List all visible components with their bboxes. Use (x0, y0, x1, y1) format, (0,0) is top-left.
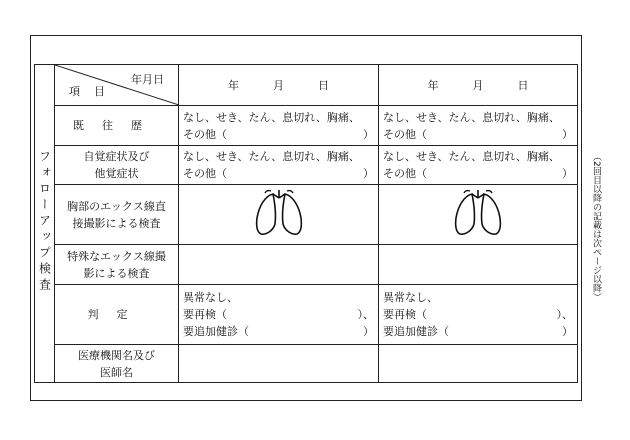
special-xray-cell-1[interactable] (179, 245, 379, 285)
judgment-additional-close: ） (363, 325, 374, 338)
judgment-additional-open: 要追加健診（ (183, 325, 249, 338)
header-diagonal-cell (55, 65, 179, 106)
special-xray-label-line1: 特殊なエックス線撮 (67, 249, 166, 263)
special-xray-label-line2: 影による検査 (83, 266, 150, 280)
judgment-cell-1[interactable] (179, 285, 379, 345)
year-label: 年 (228, 79, 239, 92)
symptoms-label-line1: 自覚症状及び (83, 150, 150, 163)
other-close: ） (562, 167, 573, 180)
symptom-options: なし、せき、たん、息切れ、胸痛、 (183, 150, 360, 163)
header-item: 項目 (69, 85, 119, 98)
other-close: ） (363, 167, 374, 180)
institution-cell-1[interactable] (179, 345, 379, 383)
other-open: その他（ (383, 127, 427, 141)
judgment-normal: 異常なし、 (183, 291, 238, 304)
judgment-recheck-open: 要再検（ (183, 308, 227, 321)
judgment-additional-open: 要追加健診（ (383, 325, 449, 338)
lung-icon (450, 188, 506, 238)
symptom-options: なし、せき、たん、息切れ、胸痛、 (383, 110, 560, 124)
judgment-label: 判定 (55, 285, 179, 345)
history-label: 既往歴 (55, 106, 179, 146)
other-close: ） (363, 127, 374, 141)
chest-xray-cell-1[interactable] (179, 185, 379, 245)
side-title: フォローアップ検査 (37, 150, 52, 294)
day-label: 日 (318, 79, 329, 92)
lung-icon (251, 188, 307, 238)
other-open: その他（ (183, 167, 227, 180)
judgment-recheck-close: ）、 (357, 308, 374, 321)
side-note: （2回目以降の記載は次ページ以降） (591, 152, 601, 302)
history-cell-2[interactable] (379, 106, 578, 146)
other-open: その他（ (183, 127, 227, 141)
special-xray-cell-2[interactable] (379, 245, 578, 285)
judgment-additional-close: ） (562, 325, 573, 338)
judgment-recheck-close: ）、 (556, 308, 573, 321)
symptoms-cell-1[interactable] (179, 146, 379, 185)
special-xray-label (55, 245, 179, 285)
symptoms-label (55, 146, 179, 185)
institution-label-line1: 医療機関名及び (78, 348, 155, 362)
chest-xray-label-line1: 胸部のエックス線直 (67, 199, 166, 213)
date-header-2[interactable] (379, 65, 578, 106)
history-cell-1[interactable] (179, 106, 379, 146)
other-open: その他（ (383, 167, 427, 180)
day-label: 日 (517, 79, 529, 92)
symptom-options: なし、せき、たん、息切れ、胸痛、 (383, 150, 560, 163)
judgment-recheck-open: 要再検（ (383, 308, 427, 321)
judgment-cell-2[interactable] (379, 285, 578, 345)
institution-label (55, 345, 179, 383)
date-header-1[interactable] (179, 65, 379, 106)
other-close: ） (562, 127, 573, 141)
month-label: 月 (273, 79, 284, 92)
symptoms-cell-2[interactable] (379, 146, 578, 185)
chest-xray-label-line2: 接撮影による検査 (72, 216, 161, 230)
side-title-cell (35, 65, 55, 383)
symptoms-label-line2: 他覚症状 (94, 167, 139, 180)
chest-xray-label (55, 185, 179, 245)
symptom-options: なし、せき、たん、息切れ、胸痛、 (183, 110, 360, 124)
chest-xray-cell-2[interactable] (379, 185, 578, 245)
institution-cell-2[interactable] (379, 345, 578, 383)
judgment-normal: 異常なし、 (383, 291, 438, 304)
year-label: 年 (427, 79, 439, 92)
institution-label-line2: 医師名 (100, 365, 133, 379)
header-ymd: 年月日 (131, 73, 164, 86)
month-label: 月 (472, 79, 484, 92)
followup-exam-table (34, 64, 578, 383)
